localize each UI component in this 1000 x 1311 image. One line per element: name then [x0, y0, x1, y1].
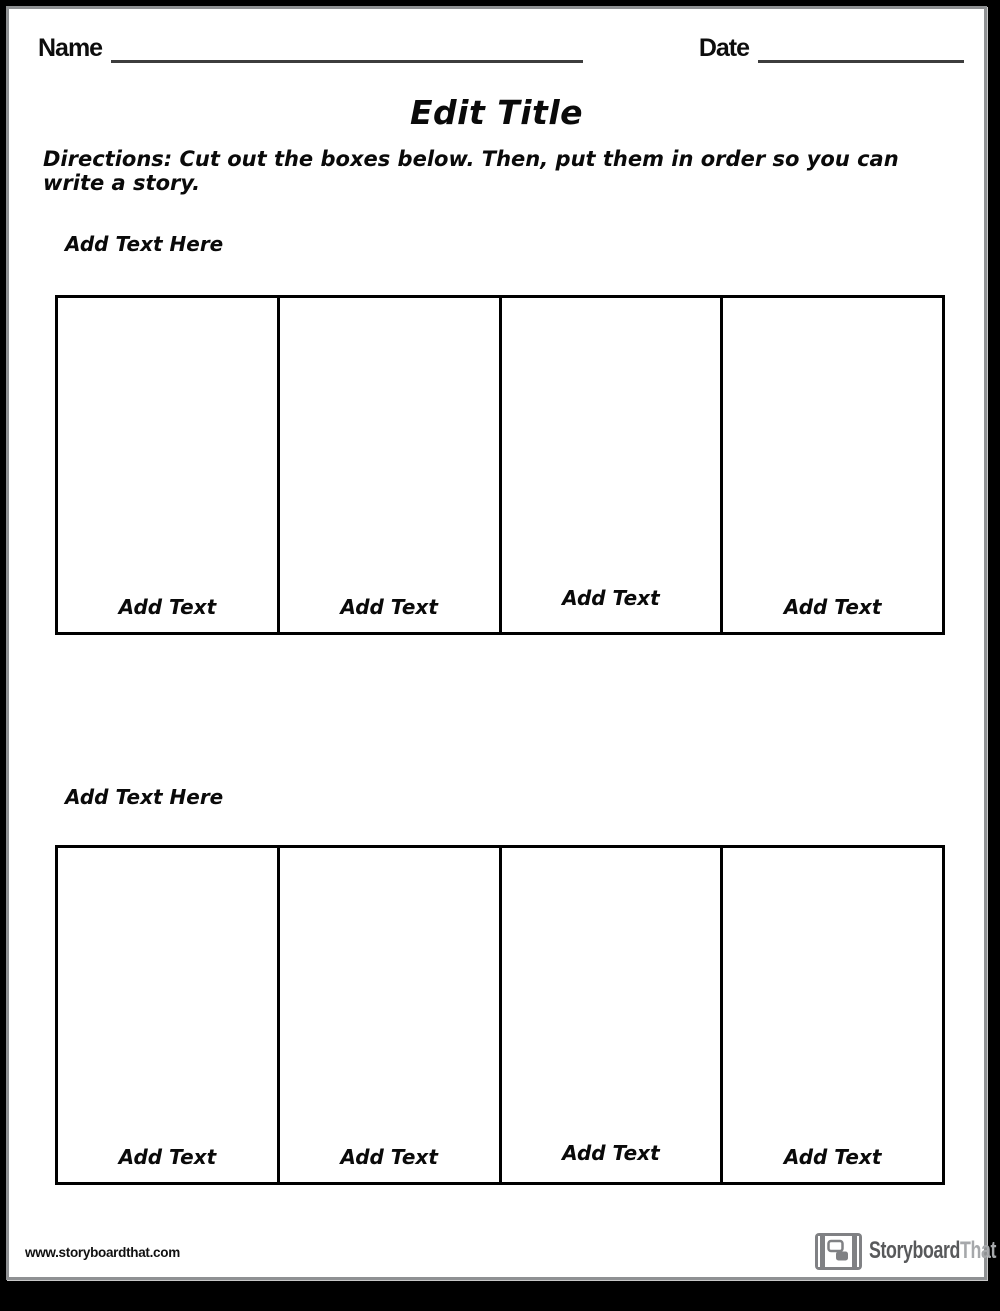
- section-2-heading[interactable]: Add Text Here: [65, 785, 224, 809]
- cutout-box[interactable]: [499, 298, 721, 632]
- worksheet-page: [6, 6, 997, 1280]
- logo-text-primary: Storyboard: [869, 1237, 961, 1264]
- box-label[interactable]: Add Text: [340, 595, 438, 619]
- cutout-grid-2: [55, 845, 945, 1185]
- cutout-grid-1: [55, 295, 945, 635]
- name-date-row: [38, 35, 964, 63]
- logo-text-secondary: That: [960, 1237, 997, 1264]
- date-label: Date: [698, 34, 749, 62]
- box-label[interactable]: Add Text: [562, 586, 660, 610]
- box-label[interactable]: Add Text: [783, 1145, 882, 1169]
- cutout-box[interactable]: [277, 298, 499, 632]
- date-write-line: [758, 59, 964, 63]
- name-label: Name: [38, 34, 103, 62]
- storyboard-frames-icon: [815, 1233, 862, 1270]
- name-write-line: [111, 59, 583, 63]
- website-url: www.storyboardthat.com: [25, 1245, 180, 1260]
- cutout-box[interactable]: [277, 848, 499, 1182]
- cutout-box[interactable]: [720, 848, 942, 1182]
- cutout-box[interactable]: [499, 848, 721, 1182]
- cutout-box[interactable]: [58, 298, 277, 632]
- cutout-box[interactable]: [720, 298, 942, 632]
- logo-wordmark: [869, 1231, 996, 1271]
- box-label[interactable]: Add Text: [562, 1141, 660, 1165]
- box-label[interactable]: Add Text: [118, 1145, 217, 1169]
- cutout-box[interactable]: [58, 848, 277, 1182]
- box-label[interactable]: Add Text: [783, 595, 882, 619]
- box-label[interactable]: Add Text: [340, 1145, 438, 1169]
- box-label[interactable]: Add Text: [118, 595, 217, 619]
- directions-text: Directions: Cut out the boxes below. Then, put them in order so you can write a story.: [43, 147, 899, 195]
- section-1-heading[interactable]: Add Text Here: [65, 232, 224, 256]
- worksheet-title[interactable]: Edit Title: [409, 93, 584, 132]
